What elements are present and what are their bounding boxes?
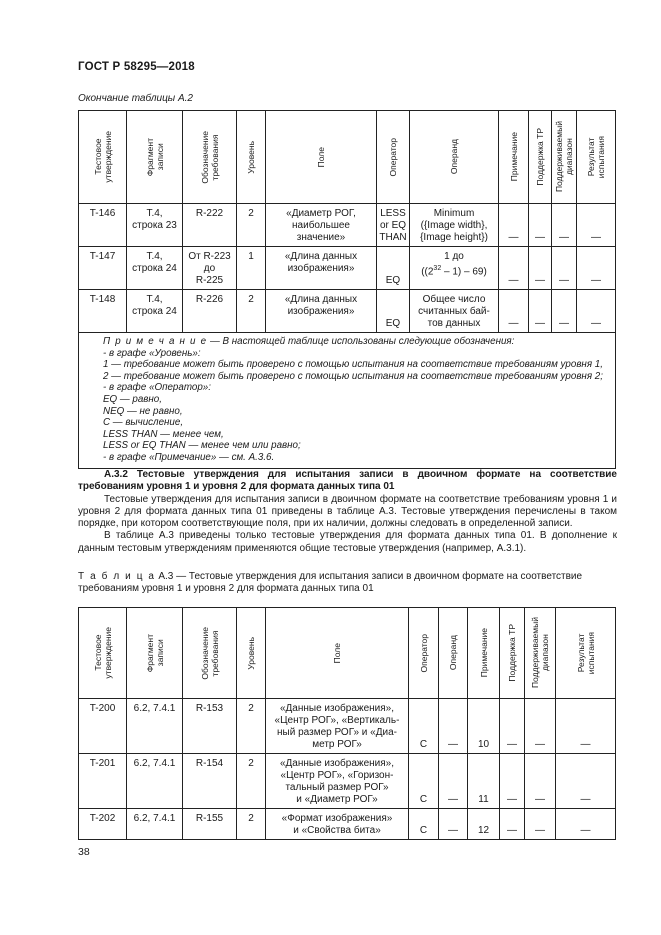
col-header: Поле [266,608,409,699]
table-a2-header-row [79,111,616,204]
table-a2 [78,110,616,469]
cell-range: — [525,699,556,754]
cell-note: — [499,290,529,333]
cell-operator: EQ [377,290,410,333]
cell-tp-support: — [529,204,552,247]
table-a2-note-row [79,333,616,469]
col-header: Операнд [439,608,468,699]
col-header: Примечание [499,111,529,204]
col-header: Поддержка ТР [500,608,525,699]
col-header: Поддерживаемый диапазон [552,111,577,204]
cell-field: «Длина данных изображения» [266,290,377,333]
col-header: Результат испытания [556,608,616,699]
cell-note: — [499,247,529,290]
table-a3-header-row [79,608,616,699]
note-line: - в графе «Примечание» — см. А.3.6. [103,451,275,463]
cell-result: — [556,699,616,754]
cell-field: «Длина данных изображения» [266,247,377,290]
col-header: Тестовое утверждение [79,111,127,204]
cell-id: T-146 [79,204,127,247]
cell-requirement: R-154 [183,754,237,809]
note-line: NEQ — не равно, [103,405,183,417]
cell-note: 12 [468,809,500,840]
cell-operand [410,247,499,290]
col-header: Поддержка ТР [529,111,552,204]
cell-fragment: 6.2, 7.4.1 [127,809,183,840]
cell-fragment: Т.4, строка 24 [127,247,183,290]
cell-operator: C [409,754,439,809]
cell-tp-support: — [529,290,552,333]
cell-result: — [577,247,616,290]
cell-requirement: От R-223 до R-225 [183,247,237,290]
table-a2-note [79,333,616,469]
cell-result: — [577,290,616,333]
cell-level: 2 [237,809,266,840]
table-row [79,247,616,290]
note-line: LESS or EQ THAN — менее чем или равно; [103,440,301,452]
section-a32 [78,469,617,555]
cell-fragment: Т.4, строка 23 [127,204,183,247]
table-row [79,290,616,333]
cell-level: 2 [237,290,266,333]
cell-range: — [552,290,577,333]
cell-note: 11 [468,754,500,809]
cell-result: — [556,809,616,840]
note-line: EQ — равно, [103,393,162,405]
cell-note: — [499,204,529,247]
section-paragraph: Тестовые утверждения для испытания записи в двоичном формате на соответствие требованиям уровня 1 и уровня 2 для формата данных типа 01 приведены в таблице А.3. Тестовые утверждения перечислены в таком порядке, при котором соответствующие поля, при их наличии, должны следовать в определенной записи. [78,493,617,530]
cell-range: — [552,247,577,290]
col-header: Результат испытания [577,111,616,204]
cell-operator: C [409,809,439,840]
table-row [79,809,616,840]
cell-operand: — [439,809,468,840]
cell-tp-support: — [500,809,525,840]
col-header: Примечание [468,608,500,699]
cell-requirement: R-226 [183,290,237,333]
note-line: - в графе «Уровень»: [103,347,201,359]
cell-tp-support: — [500,699,525,754]
col-header: Оператор [377,111,410,204]
cell-id: T-201 [79,754,127,809]
cell-level: 1 [237,247,266,290]
page-number: 38 [78,846,90,858]
cell-fragment: 6.2, 7.4.1 [127,754,183,809]
col-header: Оператор [409,608,439,699]
note-line: 2 — требование может быть проверено с помощью испытания на соответствие требованиям уровня 2; [103,370,603,382]
cell-level: 2 [237,699,266,754]
cell-tp-support: — [500,754,525,809]
note-line: 1 — требование может быть проверено с помощью испытания на соответствие требованиям уровня 1, [103,359,603,371]
note-line: C — вычисление, [103,417,184,429]
cell-operator: C [409,699,439,754]
col-header: Обозначение требования [183,111,237,204]
note-line: - в графе «Оператор»: [103,382,211,394]
cell-id: T-202 [79,809,127,840]
cell-tp-support: — [529,247,552,290]
table-a3 [78,607,616,840]
col-header: Уровень [237,608,266,699]
cell-result: — [577,204,616,247]
col-header: Обозначение требования [183,608,237,699]
cell-range: — [525,809,556,840]
cell-operand: Общее число считанных бай- тов данных [410,290,499,333]
cell-operator: LESS or EQ THAN [377,204,410,247]
table-row [79,699,616,754]
cell-operand: — [439,754,468,809]
cell-id: T-147 [79,247,127,290]
cell-requirement: R-153 [183,699,237,754]
table-a2-caption: Окончание таблицы А.2 [78,93,193,104]
col-header: Поле [266,111,377,204]
col-header: Уровень [237,111,266,204]
note-line: LESS THAN — менее чем, [103,428,224,440]
document-header: ГОСТ Р 58295—2018 [78,61,195,73]
cell-id: T-148 [79,290,127,333]
cell-id: T-200 [79,699,127,754]
section-heading: А.3.2 Тестовые утверждения для испытания записи в двоичном формате на соответствие требованиям уровня 1 и уровня 2 для формата данных типа 01 [78,469,617,493]
cell-result: — [556,754,616,809]
note-first-line: П р и м е ч а н и е — В настоящей таблице использованы следующие обозначения: [103,336,515,347]
cell-requirement: R-155 [183,809,237,840]
col-header: Поддерживаемый диапазон [525,608,556,699]
cell-range: — [525,754,556,809]
table-a3-caption: Т а б л и ц а А.3 — Тестовые утверждения для испытания записи в двоичном формате на соответствие требованиям уровня 1 и уровня 2 для формата данных типа 01 [78,571,583,595]
cell-operator: EQ [377,247,410,290]
col-header: Тестовое утверждение [79,608,127,699]
col-header: Операнд [410,111,499,204]
cell-field: «Данные изображения», «Центр РОГ», «Горизон- тальный размер РОГ» и «Диаметр РОГ» [266,754,409,809]
cell-field: «Данные изображения», «Центр РОГ», «Вертикаль- ный размер РОГ» и «Диа- метр РОГ» [266,699,409,754]
col-header: Фрагмент записи [127,111,183,204]
table-row [79,754,616,809]
cell-fragment: 6.2, 7.4.1 [127,699,183,754]
section-paragraph: В таблице А.3 приведены только тестовые утверждения для формата данных типа 01. В дополнение к данным тестовым утверждениям применяются общие тестовые утверждения (например, А.3.1). [78,530,617,554]
table-row [79,204,616,247]
operand-formula: $((2^{32} - 1) - 69)$ [421,265,487,278]
cell-note: 10 [468,699,500,754]
cell-operand: Minimum ({Image width}, {Image height}) [410,204,499,247]
cell-fragment: Т.4, строка 24 [127,290,183,333]
operand-line: 1 до [444,251,464,262]
cell-operand: — [439,699,468,754]
cell-range: — [552,204,577,247]
cell-level: 2 [237,204,266,247]
cell-field: «Диаметр РОГ, наибольшее значение» [266,204,377,247]
col-header: Фрагмент записи [127,608,183,699]
cell-level: 2 [237,754,266,809]
cell-requirement: R-222 [183,204,237,247]
cell-field: «Формат изображения» и «Свойства бита» [266,809,409,840]
